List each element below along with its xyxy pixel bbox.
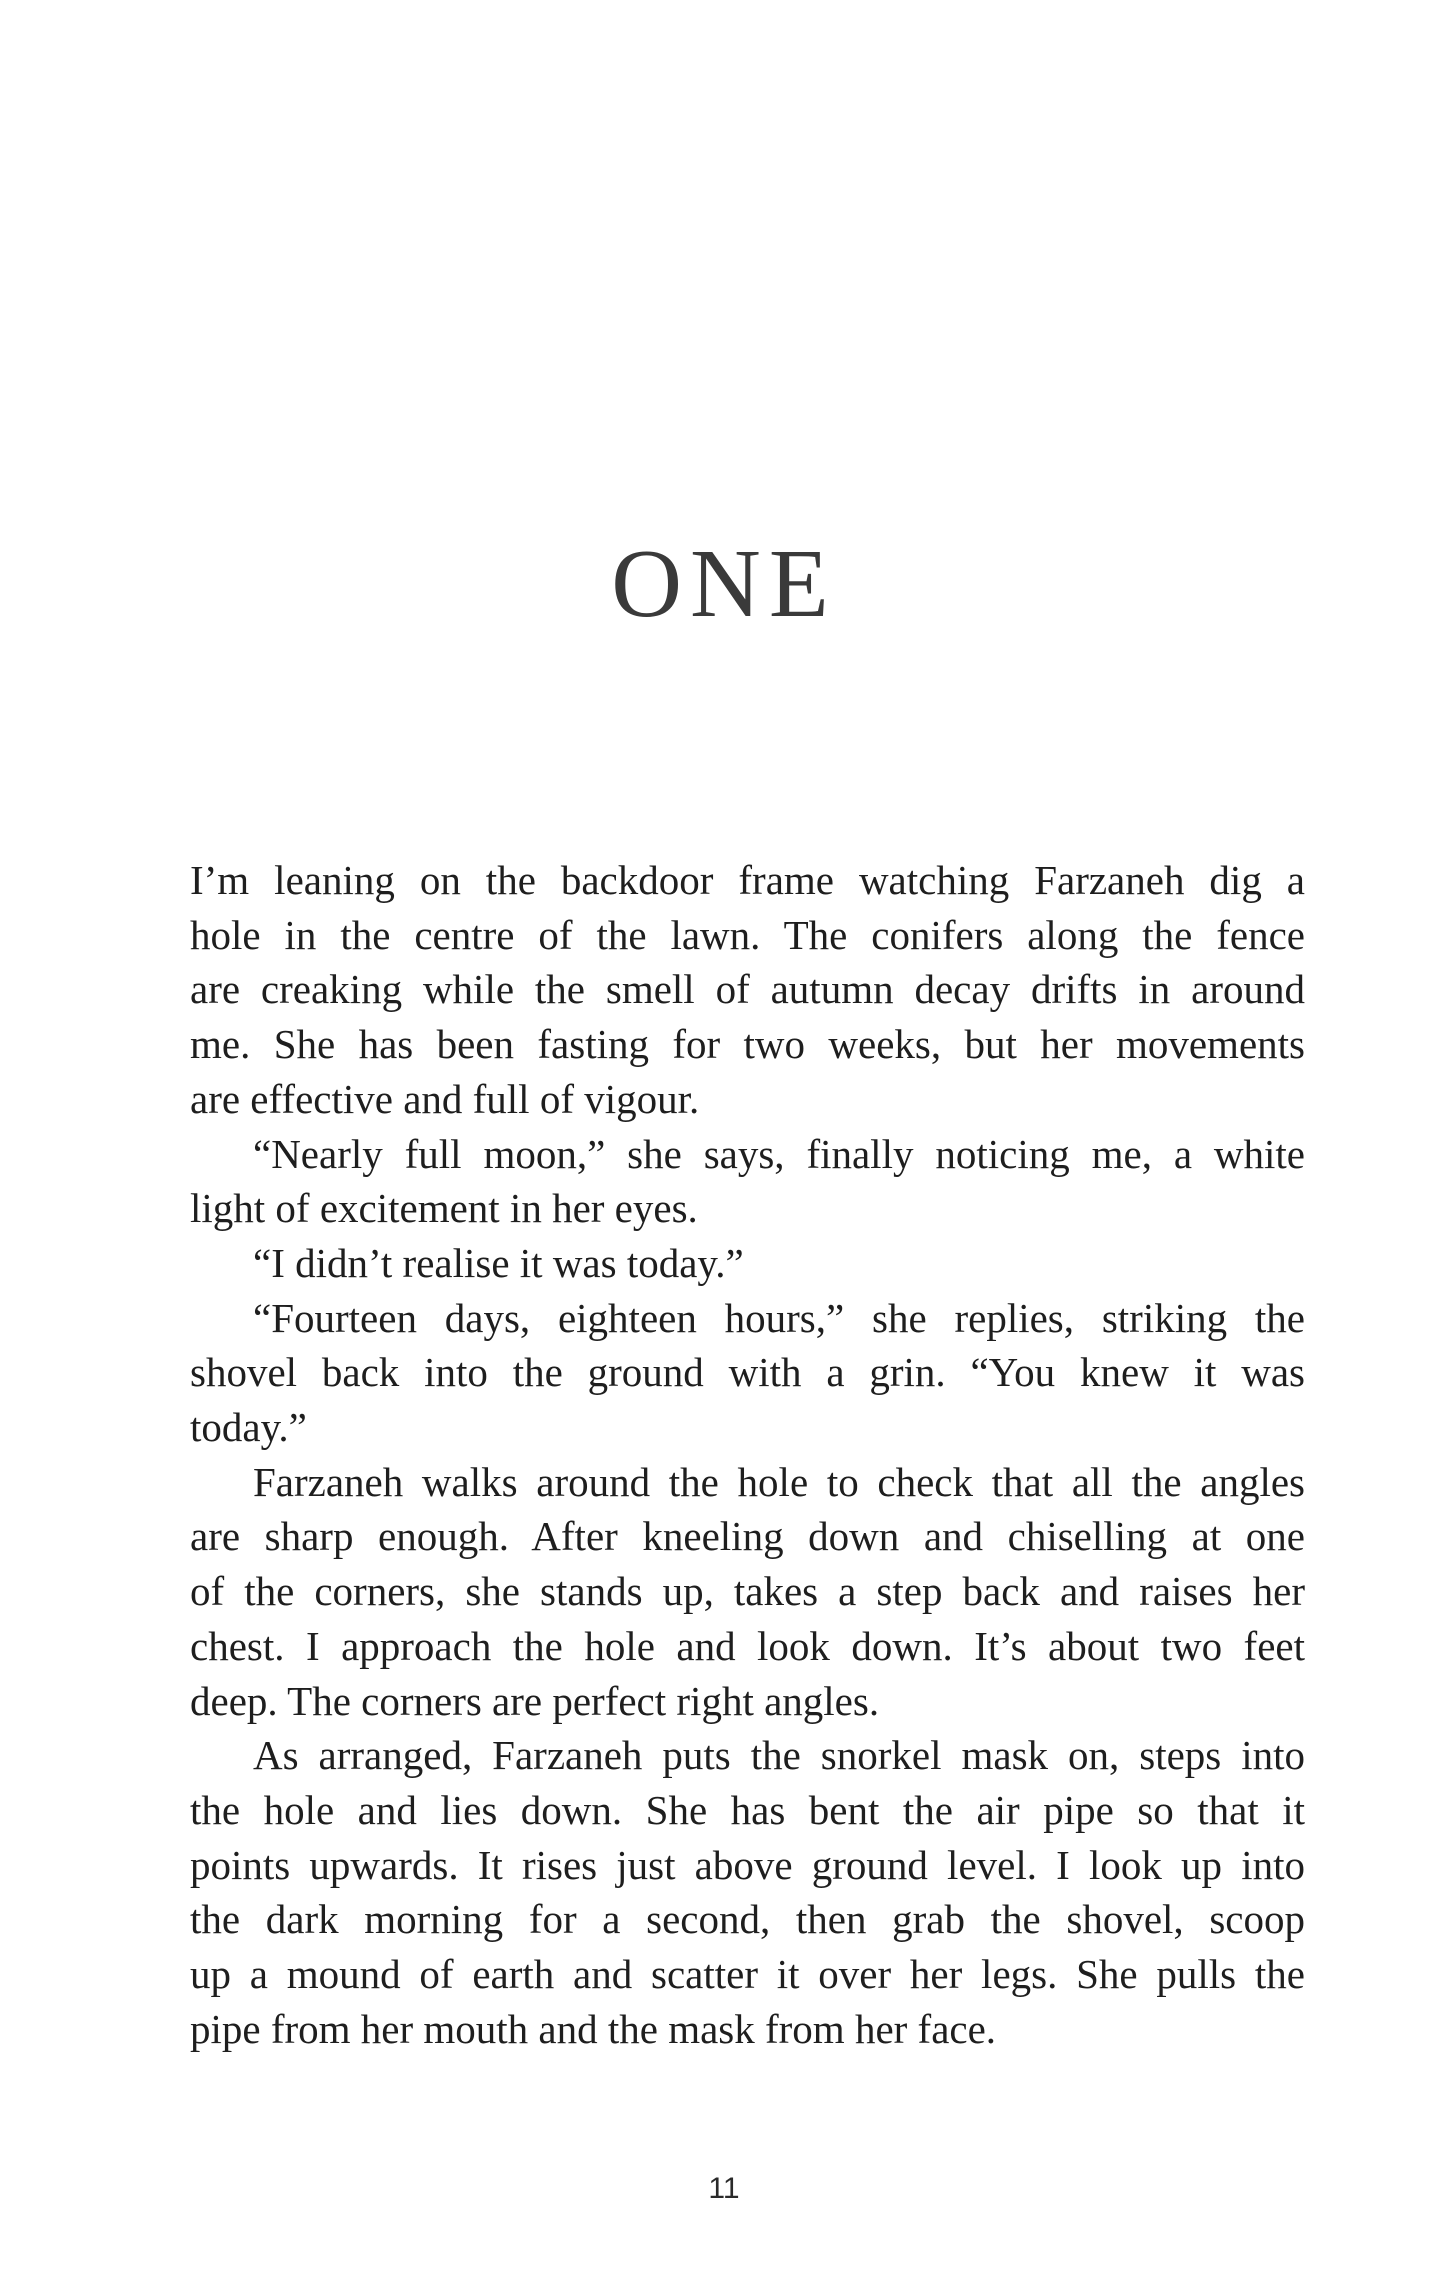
page-number: 11 xyxy=(708,2172,740,2205)
text-line: hole in the centre of the lawn. The conifers along the fence xyxy=(190,911,1305,958)
text-line: pipe from her mouth and the mask from her face. xyxy=(190,2005,997,2052)
text-line: shovel back into the ground with a grin. “You knew it was xyxy=(190,1349,1305,1396)
text-line: are sharp enough. After kneeling down and chiselling at one xyxy=(190,1513,1305,1560)
text-line: light of excitement in her eyes. xyxy=(190,1185,698,1232)
text-line: “Nearly full moon,” she says, finally noticing me, a white xyxy=(253,1130,1305,1177)
text-line: up a mound of earth and scatter it over her legs. She pulls the xyxy=(190,1951,1305,1998)
text-line: points upwards. It rises just above ground level. I look up into xyxy=(190,1841,1305,1888)
text-line: “I didn’t realise it was today.” xyxy=(253,1239,744,1286)
text-line: chest. I approach the hole and look down. It’s about two feet xyxy=(190,1622,1305,1669)
text-line: today.” xyxy=(190,1404,307,1451)
text-line: the hole and lies down. She has bent the air pipe so that it xyxy=(190,1786,1305,1833)
chapter-body xyxy=(190,853,1305,2056)
chapter-title: ONE xyxy=(611,530,837,638)
text-line: I’m leaning on the backdoor frame watching Farzaneh dig a xyxy=(190,857,1305,903)
text-line: are effective and full of vigour. xyxy=(190,1075,700,1122)
text-line: deep. The corners are perfect right angles. xyxy=(190,1677,880,1724)
text-line: are creaking while the smell of autumn decay drifts in around xyxy=(190,966,1305,1013)
text-line: Farzaneh walks around the hole to check that all the angles xyxy=(253,1458,1305,1505)
text-line: “Fourteen days, eighteen hours,” she replies, striking the xyxy=(253,1294,1305,1341)
text-line: of the corners, she stands up, takes a step back and raises her xyxy=(190,1568,1305,1615)
text-line: As arranged, Farzaneh puts the snorkel mask on, steps into xyxy=(253,1732,1305,1779)
text-line: me. She has been fasting for two weeks, but her movements xyxy=(190,1021,1305,1068)
text-line: the dark morning for a second, then grab the shovel, scoop xyxy=(190,1896,1305,1943)
